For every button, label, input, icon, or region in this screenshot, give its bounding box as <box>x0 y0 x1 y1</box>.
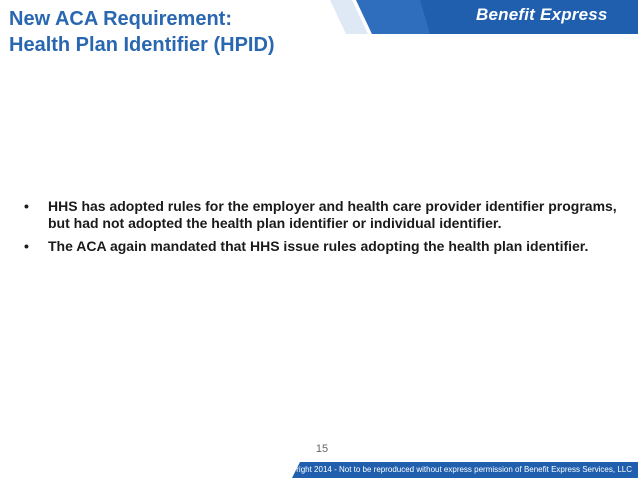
slide-title-line2: Health Plan Identifier (HPID) <box>9 34 275 56</box>
bullet-list <box>22 198 622 261</box>
slide-title <box>9 6 339 58</box>
bullet-text: HHS has adopted rules for the employer and health care provider identifier programs, but had not adopted the health plan identifier or individual identifier. <box>48 198 617 231</box>
benefit-express-logo <box>476 5 608 29</box>
bullet-dot-icon: • <box>24 238 29 254</box>
bullet-text: The ACA again mandated that HHS issue rules adopting the health plan identifier. <box>48 238 589 254</box>
bullet-dot-icon: • <box>24 198 29 214</box>
logo-word-express: Express <box>540 5 608 24</box>
page-number: 15 <box>315 443 329 455</box>
copyright-notice: Copyright 2014 - Not to be reproduced without express permission of Benefit Express Services, LLC <box>277 465 632 474</box>
logo-word-benefit: Benefit <box>476 5 536 24</box>
bullet-item <box>22 198 622 232</box>
slide-title-line1: New ACA Requirement: <box>9 8 232 30</box>
bullet-item <box>22 238 622 255</box>
